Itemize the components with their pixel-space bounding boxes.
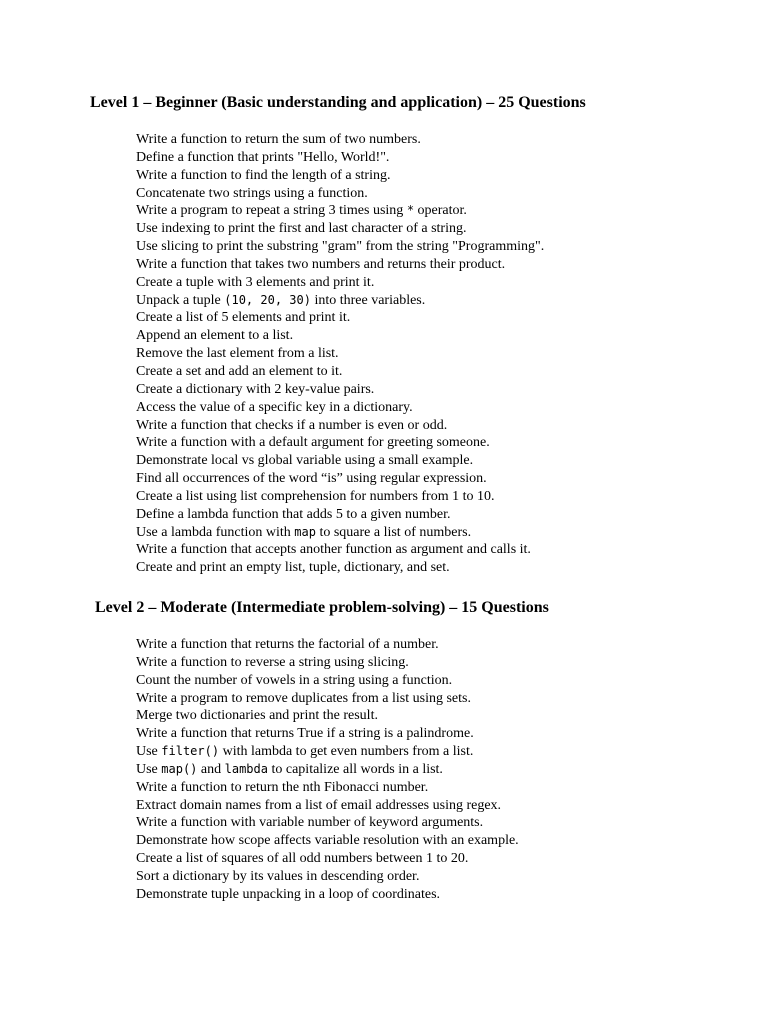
question-text xyxy=(136,292,425,310)
question-text xyxy=(136,886,440,904)
question-text-segment: Write a program to repeat a string 3 times using xyxy=(136,203,407,219)
question-text-segment: into three variables. xyxy=(310,292,426,308)
inline-code: filter() xyxy=(161,744,220,759)
inline-code: (10, 20, 30) xyxy=(224,292,311,307)
question-text xyxy=(136,363,342,381)
question-text-segment: Remove the last element from a list. xyxy=(136,346,339,362)
level-1-heading: Level 1 – Beginner (Basic understanding and application) – 25 Questions xyxy=(90,94,586,111)
inline-code: lambda xyxy=(224,761,268,776)
question-text xyxy=(136,832,519,850)
question-text xyxy=(136,381,374,399)
question-text-segment: Use a lambda function with xyxy=(136,524,295,540)
question-text-segment: Append an element to a list. xyxy=(136,328,294,344)
question-text xyxy=(136,309,350,327)
question-text-segment: Use xyxy=(136,744,162,760)
question-text xyxy=(136,327,293,345)
question-text xyxy=(136,725,474,743)
question-text-segment: Create a tuple with 3 elements and print it. xyxy=(136,274,375,290)
question-text xyxy=(136,797,501,815)
question-text xyxy=(136,761,443,779)
question-text-segment: Count the number of vowels in a string using a function. xyxy=(136,672,453,688)
question-text-segment: Write a function that accepts another function as argument and calls it. xyxy=(136,542,531,558)
question-text-segment: Write a function that takes two numbers and returns their product. xyxy=(136,256,506,272)
question-text-segment: Write a function to reverse a string using slicing. xyxy=(136,654,409,670)
question-text-segment: Write a function that returns the factorial of a number. xyxy=(136,637,439,652)
question-text-segment: with lambda to get even numbers from a list. xyxy=(219,744,474,760)
question-text xyxy=(136,488,495,506)
question-text-segment: and xyxy=(197,761,225,777)
question-text-segment: Create a dictionary with 2 key-value pairs. xyxy=(136,381,375,397)
question-text xyxy=(136,417,447,435)
question-text xyxy=(136,868,419,886)
question-text xyxy=(136,399,413,417)
question-text-segment: Define a lambda function that adds 5 to a given number. xyxy=(136,506,451,522)
question-text-segment: Demonstrate tuple unpacking in a loop of coordinates. xyxy=(136,886,441,902)
question-text xyxy=(136,506,451,524)
question-text-segment: Demonstrate how scope affects variable resolution with an example. xyxy=(136,833,519,849)
question-text xyxy=(136,524,471,542)
question-text xyxy=(136,167,390,185)
question-text xyxy=(136,850,468,868)
question-text-segment: Write a function to return the sum of two numbers. xyxy=(136,132,421,147)
level-2-heading: Level 2 – Moderate (Intermediate problem-solving) – 15 Questions xyxy=(95,599,549,616)
question-text-segment: Write a function to find the length of a string. xyxy=(136,167,391,183)
question-text-segment: operator. xyxy=(414,203,467,219)
question-text-segment: Write a program to remove duplicates from a list using sets. xyxy=(136,690,471,706)
question-text-segment: Create a list using list comprehension for numbers from 1 to 10. xyxy=(136,488,495,504)
question-text xyxy=(136,202,467,220)
question-text xyxy=(136,434,490,452)
question-text-segment: Write a function that checks if a number is even or odd. xyxy=(136,417,448,433)
question-text-segment: Create a list of squares of all odd numbers between 1 to 20. xyxy=(136,851,469,867)
question-text-segment: Define a function that prints "Hello, World!". xyxy=(136,149,390,165)
question-text-segment: Use slicing to print the substring "gram" from the string "Programming". xyxy=(136,239,545,255)
question-text xyxy=(136,131,421,149)
question-text xyxy=(136,238,544,256)
question-text xyxy=(136,345,339,363)
question-text xyxy=(136,470,487,488)
question-text-segment: Write a function to return the nth Fibonacci number. xyxy=(136,779,429,795)
question-text xyxy=(136,220,466,238)
question-text xyxy=(136,672,452,690)
inline-code: map() xyxy=(161,761,198,776)
question-text-segment: Unpack a tuple xyxy=(136,292,225,308)
question-text xyxy=(136,690,471,708)
question-text xyxy=(136,256,505,274)
question-text-segment: Use indexing to print the first and last character of a string. xyxy=(136,221,467,237)
question-text-segment: Write a function with variable number of keyword arguments. xyxy=(136,815,484,831)
question-text xyxy=(136,452,473,470)
question-text-segment: Write a function with a default argument for greeting someone. xyxy=(136,435,490,451)
question-text-segment: Create a list of 5 elements and print it. xyxy=(136,310,351,326)
question-text-segment: Write a function that returns True if a string is a palindrome. xyxy=(136,726,474,742)
question-text xyxy=(136,814,483,832)
question-text xyxy=(136,654,409,672)
question-text-segment: Access the value of a specific key in a dictionary. xyxy=(136,399,413,415)
question-text xyxy=(136,707,378,725)
question-text xyxy=(136,185,368,203)
question-text-segment: to square a list of numbers. xyxy=(315,524,472,540)
question-text-segment: Sort a dictionary by its values in descending order. xyxy=(136,868,420,884)
inline-code: map xyxy=(294,524,316,539)
question-text-segment: Merge two dictionaries and print the result. xyxy=(136,708,378,724)
question-text-segment: Create a set and add an element to it. xyxy=(136,363,343,379)
question-text xyxy=(136,274,374,292)
question-text-segment: Extract domain names from a list of email addresses using regex. xyxy=(136,797,502,813)
question-text-segment: Use xyxy=(136,761,162,777)
question-text xyxy=(136,559,450,577)
inline-code: * xyxy=(406,203,415,218)
question-text xyxy=(136,779,428,797)
question-text-segment: to capitalize all words in a list. xyxy=(267,761,443,777)
question-text xyxy=(136,636,439,654)
question-text xyxy=(136,541,531,559)
question-text xyxy=(136,149,389,167)
question-text-segment: Find all occurrences of the word “is” using regular expression. xyxy=(136,471,487,487)
question-text-segment: Concatenate two strings using a function. xyxy=(136,185,368,201)
question-text-segment: Demonstrate local vs global variable using a small example. xyxy=(136,453,474,469)
question-text xyxy=(136,743,473,761)
question-text-segment: Create and print an empty list, tuple, dictionary, and set. xyxy=(136,560,450,576)
